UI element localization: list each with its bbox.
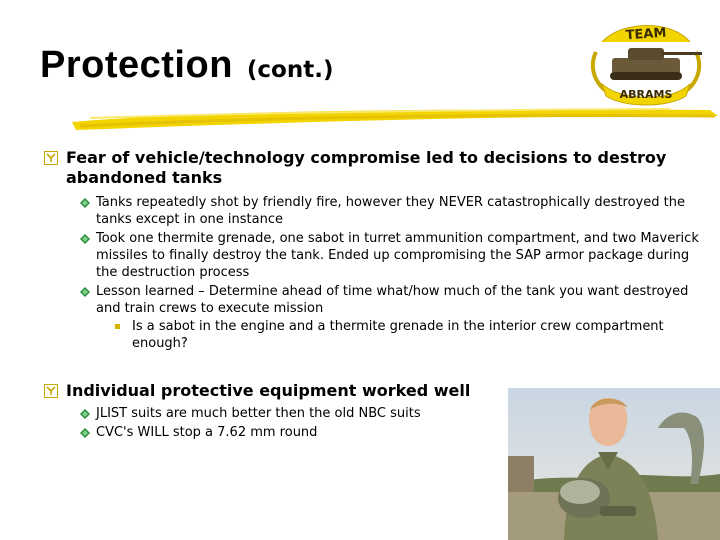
y-box-bullet-icon <box>44 151 58 165</box>
bullet-text: Individual protective equipment worked well <box>66 381 471 400</box>
y-box-bullet-icon <box>44 384 58 398</box>
diamond-bullet-icon <box>80 287 90 297</box>
slide-title-main: Protection <box>40 44 233 86</box>
square-bullet-icon <box>115 324 120 329</box>
bullet-text: Is a sabot in the engine and a thermite grenade in the interior crew compartment enough? <box>132 319 664 351</box>
bullet-text: CVC's WILL stop a 7.62 mm round <box>96 425 318 440</box>
team-abrams-logo <box>582 12 710 108</box>
svg-text:TEAM: TEAM <box>625 25 667 44</box>
bullet-text: Took one thermite grenade, one sabot in turret ammunition compartment, and two Maverick missiles to finally destroy the tank. Ended up compromising the SAP armor package during the destruction process <box>96 231 699 280</box>
bullet-text: Lesson learned – Determine ahead of time what/how much of the tank you want destroyed and train crews to execute mission <box>96 284 689 316</box>
bullet-level2 <box>44 405 484 422</box>
section-2 <box>44 381 484 441</box>
bullet-level1 <box>44 148 704 188</box>
bullet-text: Fear of vehicle/technology compromise led to decisions to destroy abandoned tanks <box>66 148 667 187</box>
diamond-bullet-icon <box>80 234 90 244</box>
bullet-level1 <box>44 381 484 401</box>
soldier-photo <box>508 388 720 540</box>
bullet-text: Tanks repeatedly shot by friendly fire, however they NEVER catastrophically destroyed the tanks except in one instance <box>96 195 685 227</box>
svg-text:ABRAMS: ABRAMS <box>619 88 673 101</box>
diamond-bullet-icon <box>80 428 90 438</box>
slide-title <box>40 44 333 87</box>
bullet-text: JLIST suits are much better then the old NBC suits <box>96 406 421 421</box>
bullet-level2 <box>44 424 484 441</box>
bullet-level2 <box>44 283 704 317</box>
diamond-bullet-icon <box>80 409 90 419</box>
bullet-level2 <box>44 230 704 281</box>
bullet-level2 <box>44 194 704 228</box>
slide-title-sub: (cont.) <box>246 57 334 83</box>
yellow-brush-stroke <box>70 104 720 132</box>
section-1 <box>44 148 704 352</box>
bullet-level3 <box>44 318 704 352</box>
diamond-bullet-icon <box>80 198 90 208</box>
